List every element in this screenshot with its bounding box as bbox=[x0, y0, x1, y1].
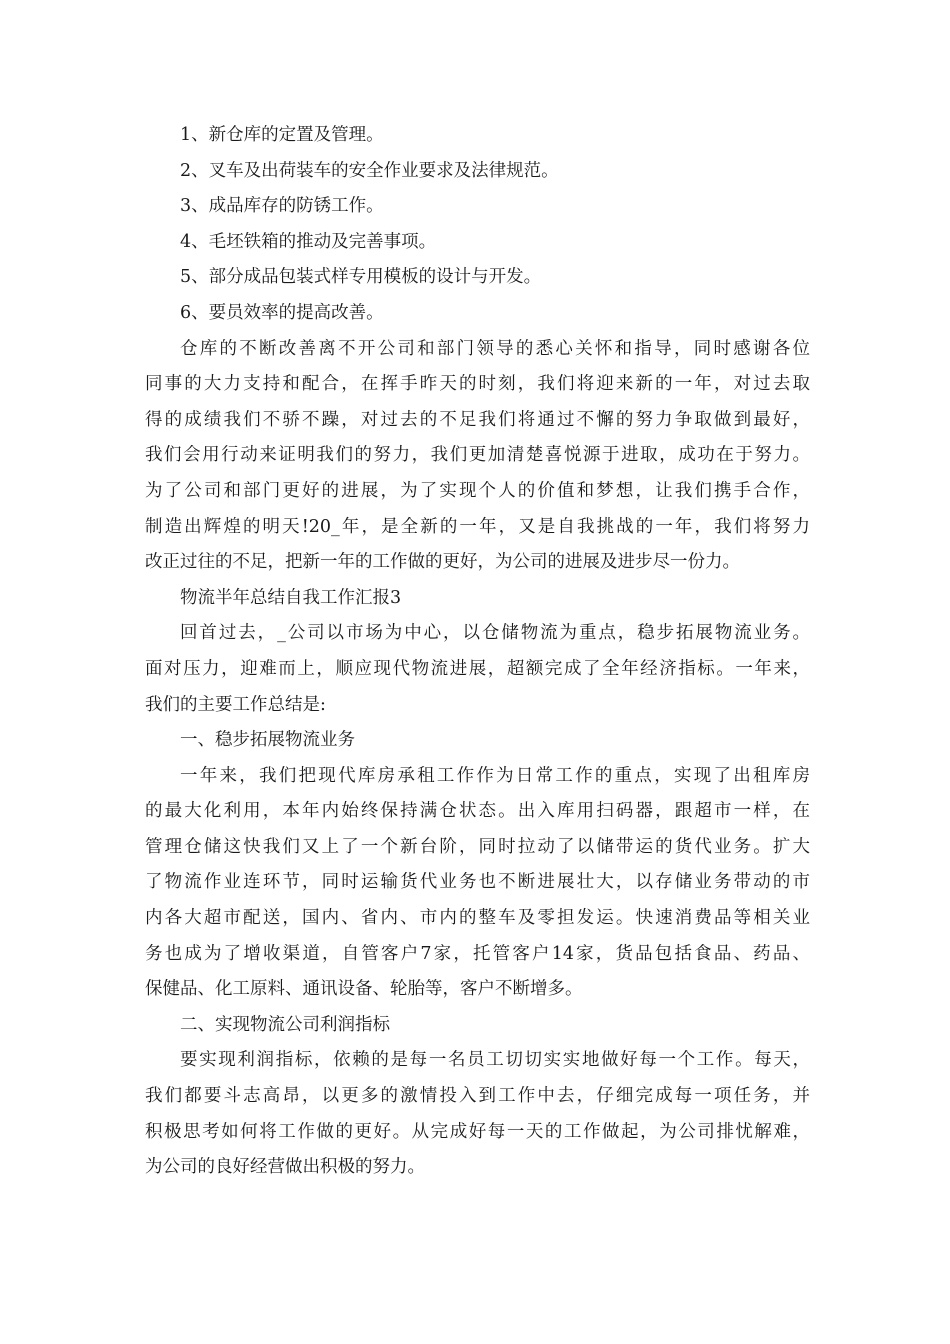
text-line: 6、要员效率的提高改善。 bbox=[180, 302, 384, 323]
text-line: 为了公司和部门更好的进展，为了实现个人的价值和梦想，让我们携手合作， bbox=[145, 480, 810, 501]
text-line: 面对压力，迎难而上，顺应现代物流进展，超额完成了全年经济指标。一年来， bbox=[145, 658, 810, 679]
text-line: 我们会用行动来证明我们的努力，我们更加清楚喜悦源于进取，成功在于努力。 bbox=[145, 445, 810, 466]
text-line: 务也成为了增收渠道，自管客户7家，托管客户14家，货品包括食品、药品、 bbox=[145, 943, 810, 964]
text-line: 一年来，我们把现代库房承租工作作为日常工作的重点，实现了出租库房 bbox=[180, 765, 810, 786]
text-line: 回首过去，_公司以市场为中心，以仓储物流为重点，稳步拓展物流业务。 bbox=[180, 623, 810, 644]
text-line: 管理仓储这快我们又上了一个新台阶，同时拉动了以储带运的货代业务。扩大 bbox=[145, 836, 810, 857]
text-line: 物流半年总结自我工作汇报3 bbox=[180, 587, 402, 608]
text-line: 2、叉车及出荷装车的安全作业要求及法律规范。 bbox=[180, 160, 559, 181]
text-line: 我们都要斗志高昂，以更多的激情投入到工作中去，仔细完成每一项任务，并 bbox=[145, 1086, 810, 1107]
text-line: 4、毛坯铁箱的推动及完善事项。 bbox=[180, 231, 437, 252]
text-line: 一、稳步拓展物流业务 bbox=[180, 730, 355, 751]
text-line: 同事的大力支持和配合，在挥手昨天的时刻，我们将迎来新的一年，对过去取 bbox=[145, 374, 810, 395]
text-line: 1、新仓库的定置及管理。 bbox=[180, 125, 384, 145]
text-line: 二、实现物流公司利润指标 bbox=[180, 1014, 390, 1035]
text-line: 得的成绩我们不骄不躁，对过去的不足我们将通过不懈的努力争取做到最好， bbox=[145, 409, 810, 430]
text-line: 要实现利润指标，依赖的是每一名员工切切实实地做好每一个工作。每天， bbox=[180, 1050, 810, 1071]
text-line: 5、部分成品包装式样专用模板的设计与开发。 bbox=[180, 267, 542, 288]
text-line: 的最大化利用，本年内始终保持满仓状态。出入库用扫码器，跟超市一样，在 bbox=[145, 801, 810, 822]
text-line: 3、成品库存的防锈工作。 bbox=[180, 196, 384, 217]
document-body bbox=[145, 118, 810, 1186]
text-line: 保健品、化工原料、通讯设备、轮胎等，客户不断增多。 bbox=[145, 979, 583, 1000]
text-line: 改正过往的不足，把新一年的工作做的更好，为公司的进展及进步尽一份力。 bbox=[145, 552, 740, 573]
text-line: 仓库的不断改善离不开公司和部门领导的悉心关怀和指导，同时感谢各位 bbox=[180, 338, 810, 359]
text-line: 内各大超市配送，国内、省内、市内的整车及零担发运。快速消费品等相关业 bbox=[145, 908, 810, 929]
text-line: 为公司的良好经营做出积极的努力。 bbox=[145, 1157, 425, 1178]
text-line: 我们的主要工作总结是: bbox=[145, 694, 326, 715]
text-line: 制造出辉煌的明天!20_年，是全新的一年，又是自我挑战的一年，我们将努力 bbox=[145, 516, 810, 537]
text-line: 积极思考如何将工作做的更好。从完成好每一天的工作做起，为公司排忧解难， bbox=[145, 1121, 810, 1142]
text-line: 了物流作业连环节，同时运输货代业务也不断进展壮大，以存储业务带动的市 bbox=[145, 872, 810, 893]
